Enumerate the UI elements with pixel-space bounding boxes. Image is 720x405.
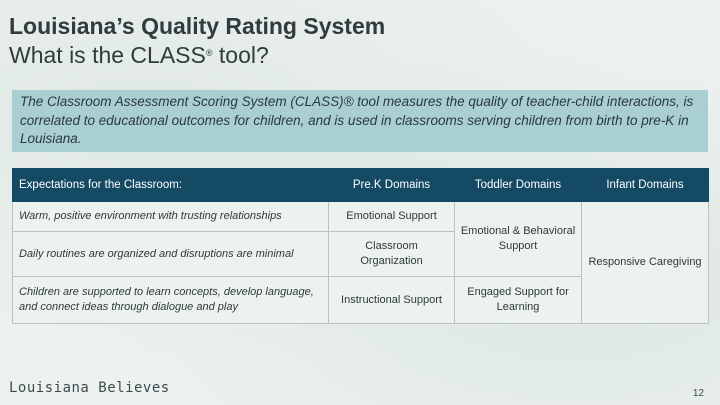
expectation-cell: Daily routines are organized and disruptions are minimal [13, 232, 329, 277]
expectation-cell: Warm, positive environment with trusting relationships [13, 202, 329, 232]
infant-domain-cell: Responsive Caregiving [582, 202, 709, 324]
prek-domain-cell: Instructional Support [329, 277, 455, 324]
header-toddler: Toddler Domains [455, 169, 582, 202]
page-number: 12 [692, 388, 704, 399]
prek-domain-cell: Emotional Support [329, 202, 455, 232]
header-infant: Infant Domains [582, 169, 709, 202]
header-expectations: Expectations for the Classroom: [13, 169, 329, 202]
subtitle-end: tool? [212, 42, 269, 68]
slide-title: Louisiana’s Quality Rating System [9, 13, 386, 39]
table-header-row [13, 169, 709, 202]
louisiana-believes-logo: Louisiana Believes [9, 380, 170, 396]
slide-subtitle [9, 40, 269, 70]
domains-table [12, 168, 709, 324]
toddler-domain-cell: Emotional & Behavioral Support [455, 202, 582, 277]
intro-text: The Classroom Assessment Scoring System (CLASS)® tool measures the quality of teacher-child interactions, is correlated to educational outcomes for children, and is used in classrooms serving children from birth to pre-K in Louisiana. [20, 94, 694, 146]
prek-domain-cell: Classroom Organization [329, 232, 455, 277]
toddler-domain-cell: Engaged Support for Learning [455, 277, 582, 324]
expectation-cell: Children are supported to learn concepts, develop language, and connect ideas through dialogue and play [13, 277, 329, 324]
subtitle-main: What is the CLASS [9, 42, 206, 68]
intro-box [12, 90, 708, 152]
registered-mark: ® [205, 48, 213, 58]
table-row [13, 202, 709, 232]
header-prek: Pre.K Domains [329, 169, 455, 202]
